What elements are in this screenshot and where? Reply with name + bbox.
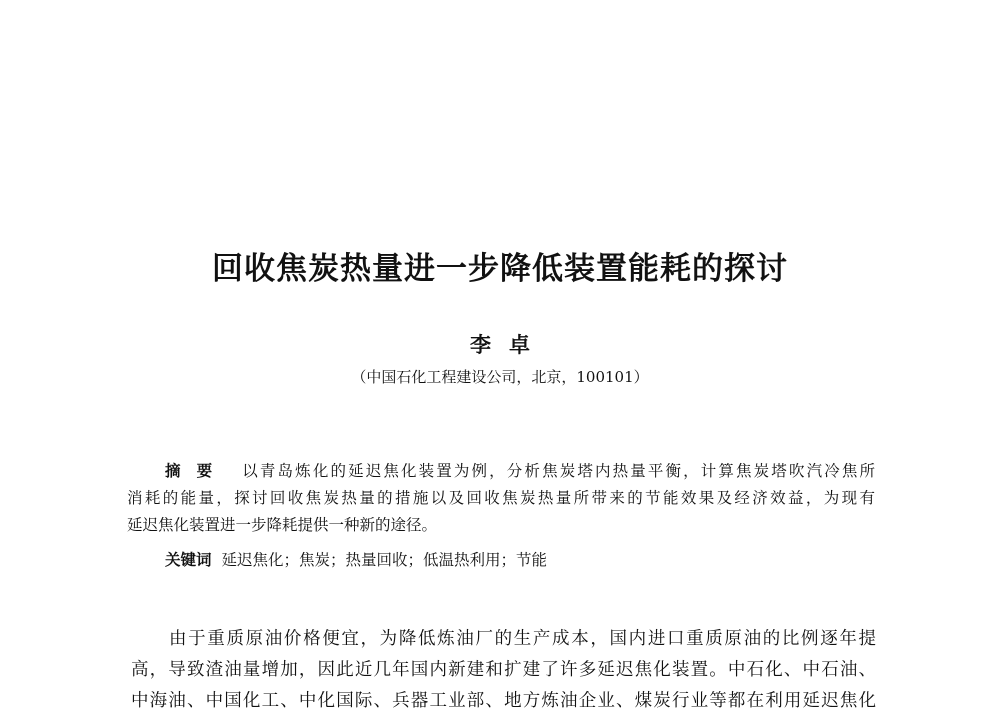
body-line: 由于重质原油价格便宜，为降低炼油厂的生产成本，国内进口重质原油的比例逐年提: [169, 629, 876, 649]
author-name: 李卓: [470, 333, 548, 357]
abstract-line: [127, 458, 875, 485]
abstract-line: 延迟焦化装置进一步降耗提供一种新的途径。: [127, 516, 438, 534]
author-affiliation: （中国石化工程建设公司，北京，100101）: [351, 368, 649, 386]
abstract-label: 摘要: [165, 462, 229, 480]
abstract-line: 消耗的能量，探讨回收焦炭热量的措施以及回收焦炭热量所带来的节能效果及经济效益，为现有: [127, 489, 875, 507]
paper-title: 回收焦炭热量进一步降低装置能耗的探讨: [212, 251, 788, 287]
abstract-line-text: 以青岛炼化的延迟焦化装置为例，分析焦炭塔内热量平衡，计算焦炭塔吹汽冷焦所: [242, 462, 875, 480]
body-line: 中海油、中国化工、中化国际、兵器工业部、地方炼油企业、煤炭行业等都在利用延迟焦化: [131, 691, 876, 711]
keywords-label: 关键词: [165, 551, 212, 569]
body-line: 高，导致渣油量增加，因此近几年国内新建和扩建了许多延迟焦化装置。中石化、中石油、: [131, 660, 876, 680]
abstract-section: [127, 458, 875, 539]
body-paragraph: [131, 624, 876, 717]
keywords-section: [165, 547, 865, 573]
keywords-text: 延迟焦化；焦炭；热量回收；低温热利用；节能: [221, 551, 548, 569]
